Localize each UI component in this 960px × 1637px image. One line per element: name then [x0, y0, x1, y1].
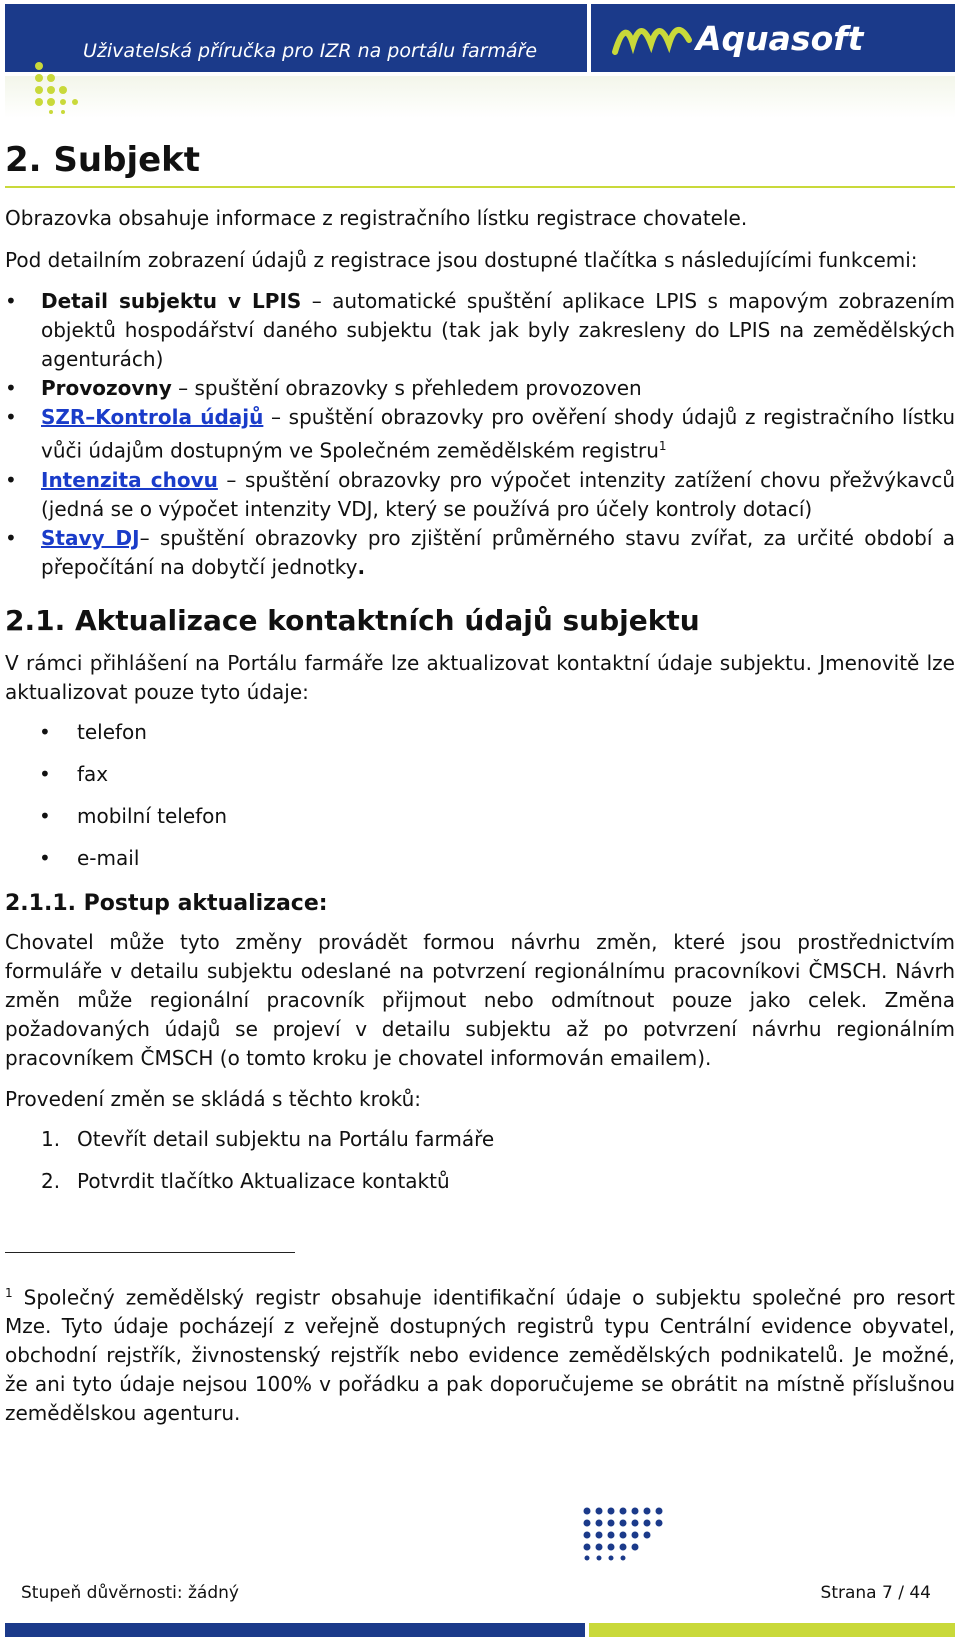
list-item-text: – spuštění obrazovky s přehledem provozoven: [171, 376, 642, 400]
step-number: 2.: [41, 1168, 61, 1193]
list-item-text: – spuštění obrazovky pro výpočet intenzity zatížení chovu přežvýkavců (jedná se o výpočet intenzity VDJ, který se používá pro účely kontroly dotací): [41, 467, 955, 521]
footnote-divider: [5, 1252, 295, 1253]
header-band: [5, 76, 955, 118]
header-title-bar: [5, 4, 587, 72]
page-header: [5, 4, 955, 72]
list-item-text: – automatické spuštění aplikace LPIS s mapovým zobrazením objektů hospodářství daného subjektu (tak jak byly zakresleny do LPIS na zemědělských agenturách): [41, 289, 955, 371]
function-detail-lpis[interactable]: Detail subjektu v LPIS: [41, 289, 302, 313]
list-item: [5, 466, 955, 524]
list-item-tail: .: [357, 554, 366, 579]
list-item: [5, 374, 955, 403]
footer-bar: [5, 1623, 955, 1637]
confidentiality-label: Stupeň důvěrnosti: žádný: [21, 1583, 239, 1603]
intenzita-chovu-link[interactable]: Intenzita chovu: [41, 467, 218, 492]
footnote-ref[interactable]: 1: [658, 439, 667, 453]
list-item: • mobilní telefon: [5, 795, 955, 837]
procedure-text: Chovatel může tyto změny provádět formou návrhu změn, které jsou prostřednictvím formuláře v detailu subjektu odeslané na potvrzení regionálnímu pracovníkovi ČMSCH. Návrh změn může regionální pracovník přijmout nebo odmítnout pouze jako celek. Změna požadovaných údajů se projeví v detailu subjektu až po potvrzení návrhu regionálním pracovníkem ČMSCH (o tomto kroku je chovatel informován emailem).: [5, 929, 955, 1070]
page-number: Strana 7 / 44: [820, 1583, 931, 1603]
list-item: [5, 1160, 955, 1202]
aquasoft-logo-icon: [611, 14, 693, 62]
contact-fields-list: [5, 711, 955, 879]
list-item: [5, 1118, 955, 1160]
list-item: • telefon: [5, 711, 955, 753]
header-logo-bar: [591, 4, 955, 72]
footnote: [5, 1279, 955, 1429]
step-text: Potvrdit tlačítko Aktualizace kontaktů: [77, 1168, 450, 1193]
page-footer: [5, 1505, 955, 1637]
buttons-intro: Pod detailním zobrazení údajů z registrace jsou dostupné tlačítka s následujícími funkcemi:: [5, 248, 918, 272]
steps-intro: Provedení změn se skládá s těchto kroků:: [5, 1086, 421, 1111]
step-number: 1.: [41, 1126, 61, 1151]
header-title: Uživatelská příručka pro IZR na portálu farmáře: [83, 40, 538, 62]
footnote-number: 1: [5, 1285, 13, 1300]
procedure-title: 2.1.1. Postup aktualizace:: [5, 890, 328, 916]
szr-kontrola-link[interactable]: SZR–Kontrola údajů: [41, 405, 264, 429]
footnote-text: Společný zemědělský registr obsahuje identifikační údaje o subjektu společné pro resort Mze. Tyto údaje pocházejí z veřejně dostupných registrů typu Centrální evidence obyvatel, obchodní rejstřík, živnostenský rejstřík nebo evidence zemědělských podnikatelů. Je možné, že ani tyto údaje nejsou 100% v pořádku a pak doporučujeme se obrátit na místně příslušnou zemědělskou agenturu.: [5, 1285, 955, 1426]
section-intro: Obrazovka obsahuje informace z registračního lístku registrace chovatele.: [5, 206, 748, 230]
step-text: Otevřít detail subjektu na Portálu farmáře: [77, 1126, 495, 1151]
function-provozovny[interactable]: Provozovny: [41, 376, 172, 400]
list-item-text: – spuštění obrazovky pro ověření shody údajů z registračního lístku vůči údajům dostupným ve Společném zemědělském registru: [41, 405, 955, 463]
section-title: 2. Subjekt: [5, 140, 955, 188]
steps-list: [5, 1118, 955, 1202]
list-item: [5, 403, 955, 466]
list-item-text: – spuštění obrazovky pro zjištění průměrného stavu zvířat, za určité období a přepočítání na dobytčí jednotky: [41, 525, 956, 579]
logo-text: Aquasoft: [696, 19, 864, 58]
footer-dots-icon: [581, 1505, 667, 1561]
list-item: [5, 287, 955, 374]
function-list: [5, 287, 955, 582]
header-dots-icon: [33, 60, 83, 115]
subsection-text: V rámci přihlášení na Portálu farmáře lze aktualizovat kontaktní údaje subjektu. Jmenovitě lze aktualizovat pouze tyto údaje:: [5, 650, 955, 704]
document-body: [5, 140, 955, 1428]
subsection-title: 2.1. Aktualizace kontaktních údajů subjektu: [5, 603, 700, 637]
list-item: • e-mail: [5, 837, 955, 879]
list-item: [5, 524, 955, 582]
stavy-dj-link[interactable]: Stavy DJ: [41, 525, 140, 550]
list-item: • fax: [5, 753, 955, 795]
